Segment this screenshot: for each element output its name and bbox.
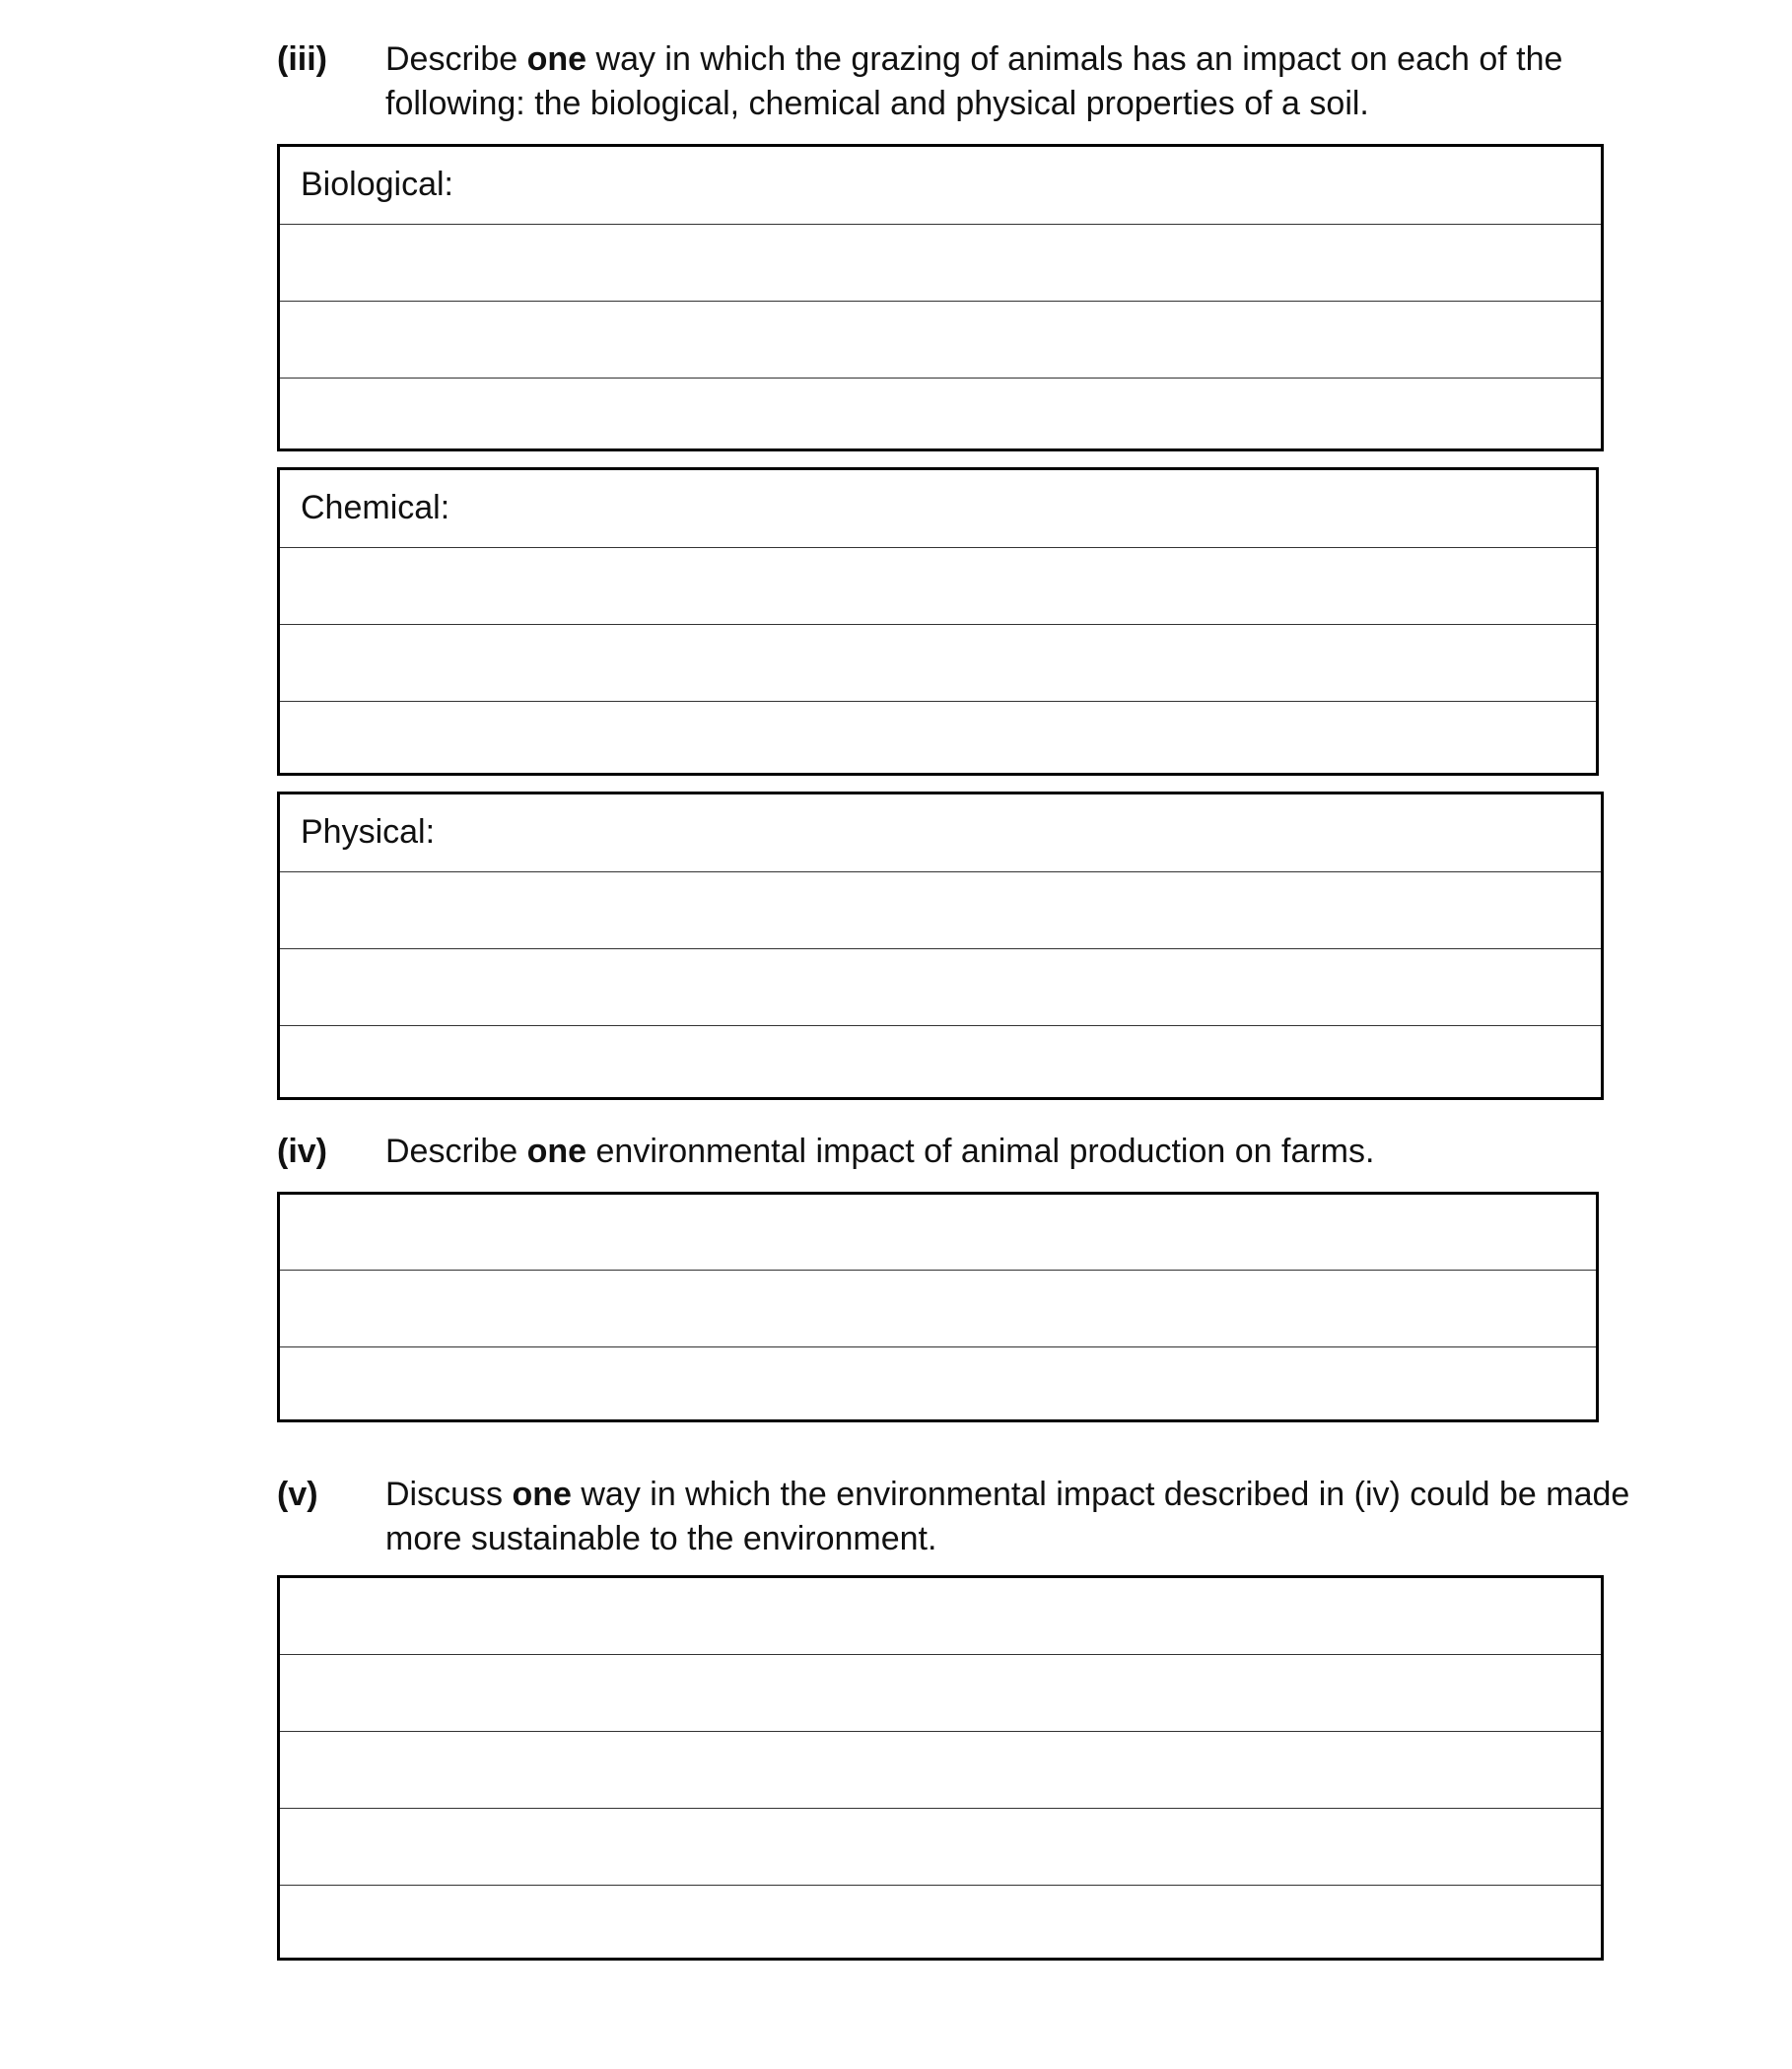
question-text-iii-line2: following: the biological, chemical and physical properties of a soil. [385,85,1369,122]
answer-box-iv[interactable] [277,1192,1599,1422]
question-text-iv: Describe one environmental impact of animal production on farms. [385,1133,1375,1170]
box-label-chemical: Chemical: [301,489,450,526]
answer-line [280,1270,1596,1271]
answer-line [280,948,1601,949]
box-label-biological: Biological: [301,166,453,203]
question-text-iii-line1: Describe one way in which the grazing of animals has an impact on each of the [385,40,1563,78]
answer-box-chemical[interactable] [277,467,1599,776]
question-text-iii [385,37,1562,126]
answer-line [280,1025,1601,1026]
question-number-v: (v) [277,1476,318,1513]
emphasis-one: one [512,1476,572,1513]
box-label-physical: Physical: [301,813,436,851]
answer-line [280,547,1596,548]
answer-line [280,301,1601,302]
question-text-v-line2: more sustainable to the environment. [385,1520,937,1557]
answer-line [280,1731,1601,1732]
question-number-iv: (iv) [277,1133,327,1170]
answer-line [280,1808,1601,1809]
question-text-v-line1: Discuss one way in which the environmental impact described in (iv) could be made [385,1476,1630,1513]
answer-line [280,701,1596,702]
answer-line [280,224,1601,225]
answer-line [280,871,1601,872]
answer-line [280,1885,1601,1886]
answer-box-v[interactable] [277,1575,1604,1961]
emphasis-one: one [526,1133,587,1170]
answer-line [280,1346,1596,1347]
answer-line [280,1654,1601,1655]
question-text-v [385,1473,1629,1561]
answer-box-physical[interactable] [277,792,1604,1100]
emphasis-one: one [526,40,587,78]
question-number-iii: (iii) [277,40,327,78]
answer-line [280,624,1596,625]
answer-line [280,378,1601,379]
answer-box-biological[interactable] [277,144,1604,451]
